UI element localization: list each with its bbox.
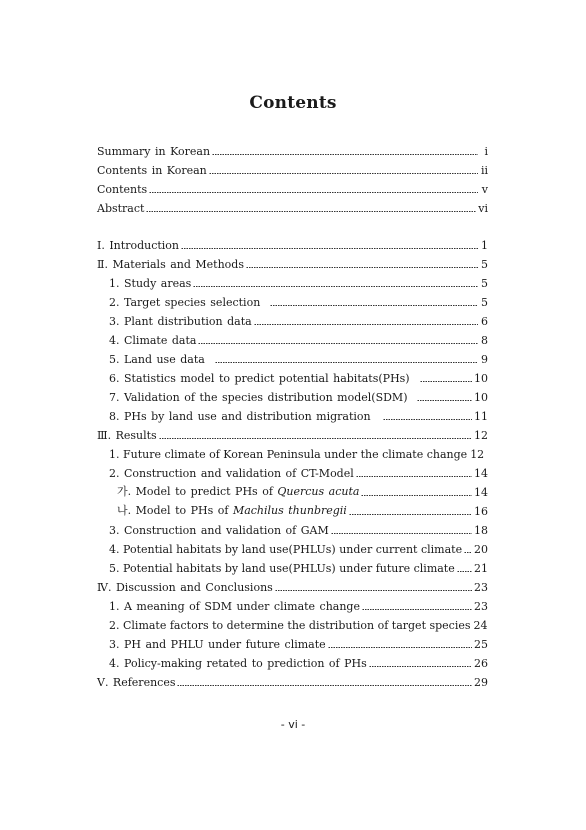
- dot-leader: [369, 666, 472, 667]
- toc-entry-page: 10: [474, 372, 488, 385]
- toc-entry-page: 12: [474, 429, 488, 442]
- toc-entry: [97, 253, 488, 271]
- toc-entry-label: 3. Plant distribution data: [109, 315, 252, 328]
- toc-entry: [109, 405, 488, 423]
- dot-leader: [270, 305, 478, 306]
- toc-entry: [109, 652, 488, 670]
- toc-entry-page: 1: [481, 239, 488, 252]
- toc-entry: [109, 614, 488, 632]
- toc-entry-page: 21: [474, 562, 488, 575]
- dot-leader: [331, 533, 472, 534]
- dot-leader: [198, 343, 478, 344]
- toc-entry-page: ii: [480, 164, 488, 177]
- toc-entry: [109, 348, 488, 366]
- toc-entry-label: Abstract: [97, 202, 145, 215]
- toc-entry-page: 14: [474, 467, 488, 480]
- dot-leader: [149, 192, 478, 193]
- toc-entry: [109, 557, 488, 575]
- toc-entry-page: 16: [474, 505, 488, 518]
- toc-entry-page: 11: [474, 410, 488, 423]
- toc-entry: [97, 234, 488, 252]
- toc-entry-page: 8: [481, 334, 488, 347]
- toc-entry-page: 12: [470, 448, 485, 461]
- toc-entry: [109, 443, 488, 461]
- toc-entry: [109, 519, 488, 537]
- dot-leader: [146, 211, 476, 212]
- toc-entry-label: Contents: [97, 183, 148, 196]
- toc-entry-page: i: [484, 145, 488, 158]
- dot-leader: [275, 590, 472, 591]
- toc-entry: [109, 633, 488, 651]
- toc-entry-label: 1. Study areas: [109, 277, 192, 290]
- toc-entry-page: vi: [478, 202, 488, 215]
- toc-entry-label: Ⅱ. Materials and Methods: [97, 258, 244, 271]
- toc-entry-page: 20: [474, 543, 488, 556]
- toc-entry-label: Ⅳ. Discussion and Conclusions: [97, 581, 273, 594]
- toc-entry-label: Summary in Korean: [97, 145, 211, 158]
- toc-entry-label: 나. Model to PHs of Machilus thunbregii: [117, 504, 347, 517]
- toc-entry: [109, 329, 488, 347]
- species-name: Quercus acuta: [277, 485, 360, 498]
- toc-entry: [97, 159, 488, 177]
- toc-entry-label: 2. Construction and validation of CT-Model: [109, 467, 354, 480]
- species-name: Machilus thunbregii: [232, 504, 347, 517]
- toc-entry: [109, 538, 488, 556]
- toc-entry-page: 24: [473, 619, 488, 632]
- toc-entry-page: 6: [481, 315, 488, 328]
- toc-entry: [97, 671, 488, 689]
- dot-leader: [215, 362, 478, 363]
- dot-leader: [328, 647, 472, 648]
- toc-entry: [109, 367, 488, 385]
- toc-entry-label: 1. Future climate of Korean Peninsula under the climate change: [109, 448, 468, 461]
- toc-entry: [117, 500, 488, 518]
- toc-entry-label: Ⅴ. References: [97, 676, 176, 689]
- toc-entry: [97, 140, 488, 158]
- toc-entry-page: 18: [474, 524, 488, 537]
- toc-entry: [109, 386, 488, 404]
- toc-entry-label: 6. Statistics model to predict potential habitats(PHs): [109, 372, 410, 385]
- toc-entry: [97, 178, 488, 196]
- toc-entry-page: 29: [474, 676, 488, 689]
- toc-entry-page: 5: [481, 277, 488, 290]
- dot-leader: [361, 495, 472, 496]
- dot-leader: [181, 248, 478, 249]
- toc-entry: [97, 576, 488, 594]
- dot-leader: [254, 324, 478, 325]
- toc-entry-page: 25: [474, 638, 488, 651]
- dot-leader: [193, 286, 478, 287]
- toc-entry-page: 10: [474, 391, 488, 404]
- dot-leader: [356, 476, 472, 477]
- toc-entry: [109, 595, 488, 613]
- toc-entry-page: 5: [481, 296, 488, 309]
- toc-entry: [97, 424, 488, 442]
- toc-entry: [109, 310, 488, 328]
- toc-entry-page: 23: [474, 600, 488, 613]
- toc-entry-label: 2. Target species selection: [109, 296, 261, 309]
- dot-leader: [246, 267, 478, 268]
- page-title: Contents: [249, 93, 337, 113]
- dot-leader: [177, 685, 472, 686]
- toc-entry: [97, 197, 488, 215]
- toc-entry-label: 8. PHs by land use and distribution migration: [109, 410, 371, 423]
- dot-leader: [349, 514, 472, 515]
- dot-leader: [209, 173, 478, 174]
- dot-leader: [417, 400, 472, 401]
- toc-entry-label: 3. Construction and validation of GAM: [109, 524, 329, 537]
- toc-entry-label: 2. Climate factors to determine the distribution of target species: [109, 619, 471, 632]
- toc-entry-label: 7. Validation of the species distribution model(SDM): [109, 391, 408, 404]
- toc-entry-label: Contents in Korean: [97, 164, 207, 177]
- toc-entry: [117, 481, 488, 499]
- dot-leader: [383, 419, 472, 420]
- toc-entry-page: 26: [474, 657, 488, 670]
- toc-entry-label: 4. Policy-making retated to prediction of PHs: [109, 657, 367, 670]
- toc-entry-label: Ⅲ. Results: [97, 429, 157, 442]
- toc-entry-label: 3. PH and PHLU under future climate: [109, 638, 326, 651]
- toc-entry-label: 가. Model to predict PHs of Quercus acuta: [117, 485, 360, 498]
- dot-leader: [159, 438, 472, 439]
- page-number-footer: - vi -: [280, 718, 306, 731]
- toc-entry: [109, 272, 488, 290]
- toc-entry-label: 4. Potential habitats by land use(PHLUs) under current climate: [109, 543, 463, 556]
- dot-leader: [212, 154, 478, 155]
- toc-entry-page: v: [481, 183, 488, 196]
- toc-entry-page: 23: [474, 581, 488, 594]
- toc-entry-label: Ⅰ. Introduction: [97, 239, 180, 252]
- toc-entry-page: 9: [481, 353, 488, 366]
- dot-leader: [362, 609, 472, 610]
- toc-entry-label: 1. A meaning of SDM under climate change: [109, 600, 360, 613]
- dot-leader: [420, 381, 472, 382]
- dot-leader: [457, 571, 472, 572]
- toc-entry-label: 5. Potential habitats by land use(PHLUs) under future climate: [109, 562, 455, 575]
- toc-entry-label: 5. Land use data: [109, 353, 205, 366]
- toc-entry-page: 14: [474, 486, 488, 499]
- dot-leader: [464, 552, 472, 553]
- toc-entry-page: 5: [481, 258, 488, 271]
- toc-entry-label: 4. Climate data: [109, 334, 197, 347]
- toc-entry: [109, 291, 488, 309]
- toc-entry: [109, 462, 488, 480]
